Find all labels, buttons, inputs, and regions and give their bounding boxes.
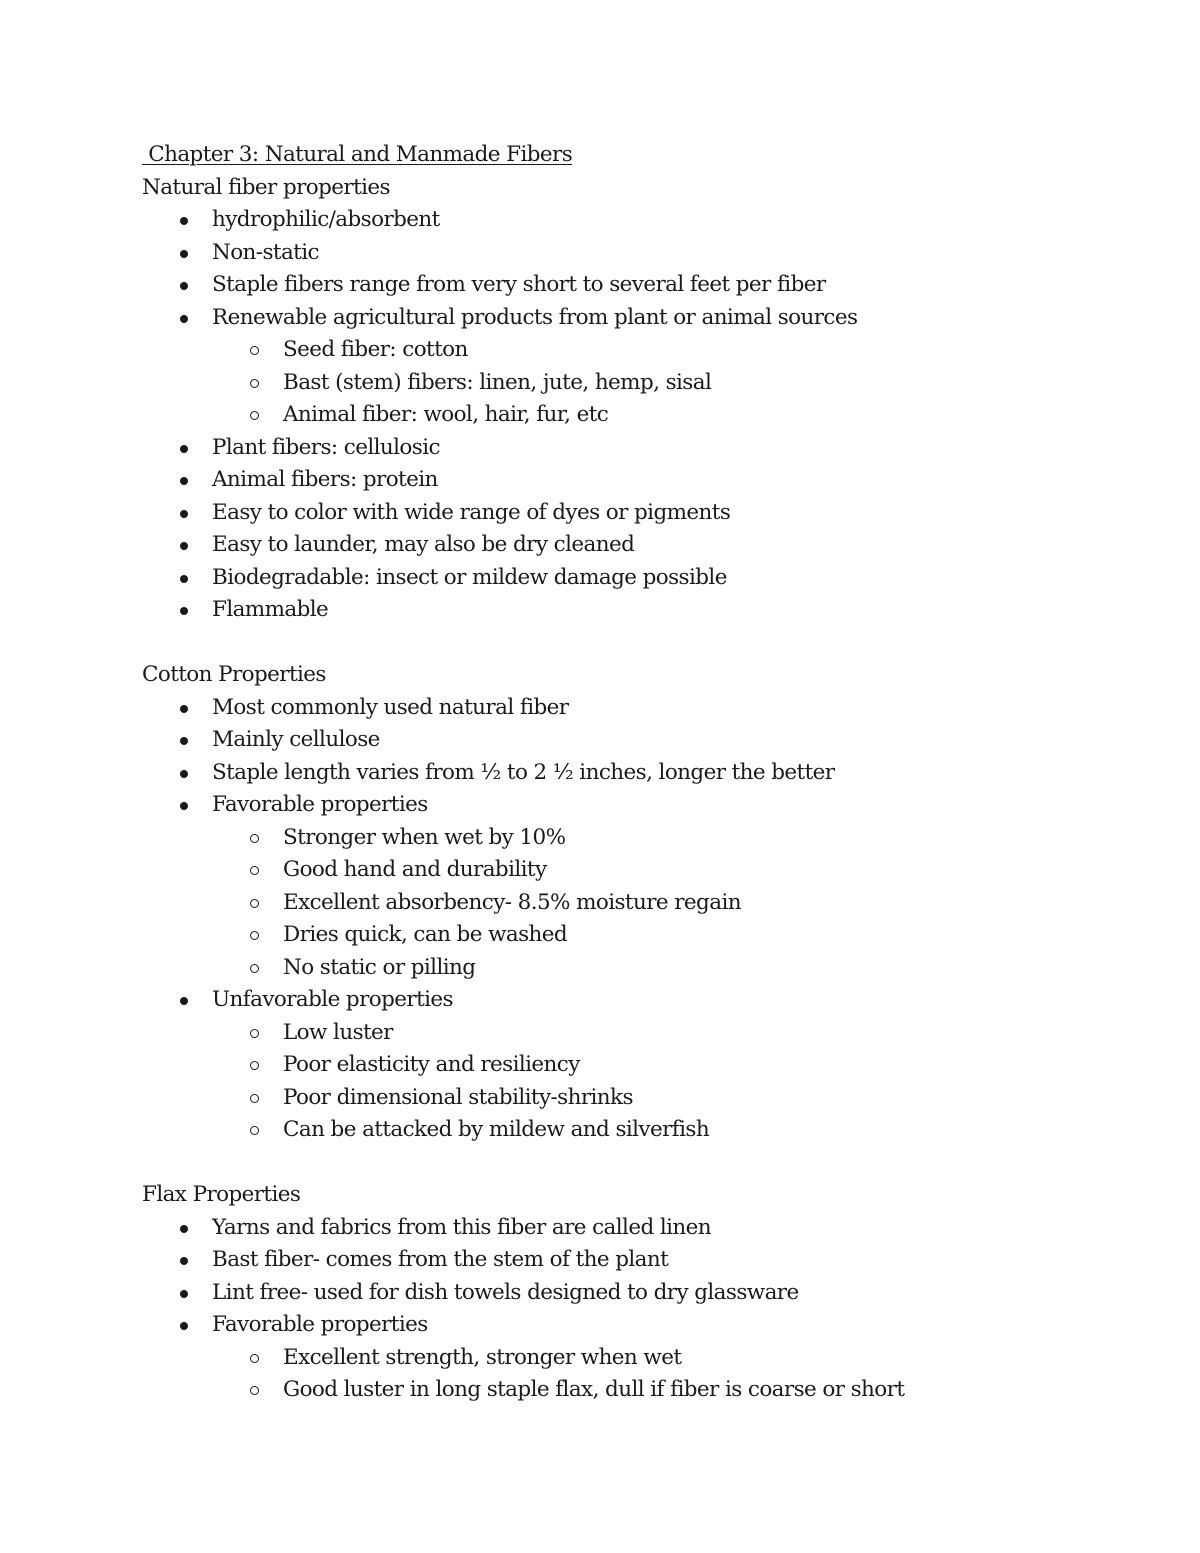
list-item: Renewable agricultural products from plant or animal sources: [142, 302, 1142, 335]
section-heading: Flax Properties: [142, 1182, 301, 1207]
sub-list-item: No static or pilling: [142, 952, 1142, 985]
list-item: Easy to color with wide range of dyes or pigments: [142, 497, 1142, 530]
list-item: Favorable properties: [142, 1309, 1142, 1342]
list-item: Staple length varies from ½ to 2 ½ inches, longer the better: [142, 757, 1142, 790]
sub-list-item: Stronger when wet by 10%: [142, 822, 1142, 855]
sub-list-item: Good luster in long staple flax, dull if fiber is coarse or short: [142, 1374, 1142, 1407]
sub-list-item: Poor dimensional stability-shrinks: [142, 1082, 1142, 1115]
sub-list-item: Poor elasticity and resiliency: [142, 1049, 1142, 1082]
sub-list-item: Excellent strength, stronger when wet: [142, 1342, 1142, 1375]
section-spacer: [142, 1147, 1142, 1180]
list-item: Bast fiber- comes from the stem of the plant: [142, 1244, 1142, 1277]
list-item: Most commonly used natural fiber: [142, 692, 1142, 725]
section-heading: Cotton Properties: [142, 662, 326, 687]
bullet-list: [142, 204, 1142, 627]
list-item: Favorable properties: [142, 789, 1142, 822]
sub-list-item: Good hand and durability: [142, 854, 1142, 887]
sub-list-item: Dries quick, can be washed: [142, 919, 1142, 952]
sub-list-item: Excellent absorbency- 8.5% moisture regain: [142, 887, 1142, 920]
sub-list-item: Low luster: [142, 1017, 1142, 1050]
document-page: [142, 139, 1142, 1407]
list-item: Biodegradable: insect or mildew damage possible: [142, 562, 1142, 595]
list-item: Plant fibers: cellulosic: [142, 432, 1142, 465]
list-item: Unfavorable properties: [142, 984, 1142, 1017]
document-title: Chapter 3: Natural and Manmade Fibers: [142, 142, 573, 167]
list-item: Animal fibers: protein: [142, 464, 1142, 497]
list-item: Easy to launder, may also be dry cleaned: [142, 529, 1142, 562]
list-item: Non-static: [142, 237, 1142, 270]
sub-list-item: Bast (stem) fibers: linen, jute, hemp, sisal: [142, 367, 1142, 400]
list-item: Flammable: [142, 594, 1142, 627]
list-item: Mainly cellulose: [142, 724, 1142, 757]
list-item: hydrophilic/absorbent: [142, 204, 1142, 237]
section-heading: Natural fiber properties: [142, 174, 390, 200]
sub-list-item: Animal fiber: wool, hair, fur, etc: [142, 399, 1142, 432]
sub-list-item: Can be attacked by mildew and silverfish: [142, 1114, 1142, 1147]
section-spacer: [142, 627, 1142, 660]
bullet-list: [142, 1212, 1142, 1407]
list-item: Lint free- used for dish towels designed to dry glassware: [142, 1277, 1142, 1310]
sub-list-item: Seed fiber: cotton: [142, 334, 1142, 367]
bullet-list: [142, 692, 1142, 1147]
list-item: Staple fibers range from very short to several feet per fiber: [142, 269, 1142, 302]
list-item: Yarns and fabrics from this fiber are called linen: [142, 1212, 1142, 1245]
document-body: [142, 172, 1142, 1407]
